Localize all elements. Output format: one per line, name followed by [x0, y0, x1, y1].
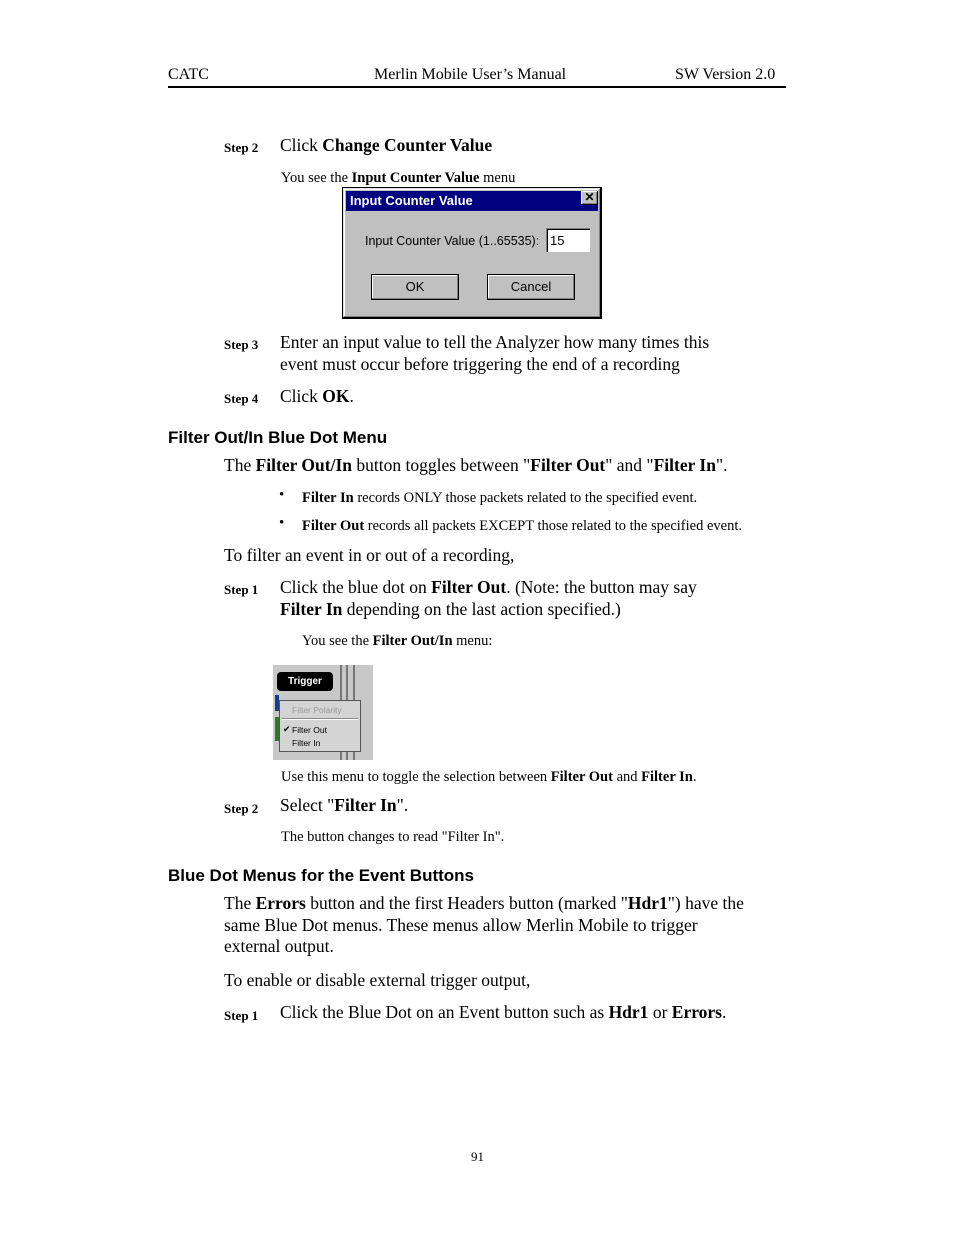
- section-paragraph: The Errors button and the first Headers button (marked "Hdr1") have the same Blue Dot menus. These menus allow Merlin Mobile to trigger external output.: [224, 893, 744, 956]
- ok-button[interactable]: OK: [371, 274, 459, 300]
- step-label: Step 1: [224, 1008, 259, 1023]
- checkmark-icon: ✔: [283, 724, 291, 734]
- trigger-button[interactable]: Trigger: [277, 672, 333, 691]
- menu-separator: [282, 718, 358, 720]
- see-filter-text: You see the Filter Out/In menu:: [302, 633, 493, 649]
- use-menu-text: Use this menu to toggle the selection between Filter Out and Filter In.: [281, 769, 697, 785]
- step-label: Step 1: [224, 582, 259, 597]
- paragraph: The button changes to read "Filter In".: [281, 829, 505, 845]
- step-label: Step 2: [224, 140, 259, 155]
- step-label: Step 3: [224, 337, 259, 352]
- counter-value-label: Input Counter Value (1..65535):: [365, 234, 540, 248]
- step-text: Click the blue dot on Filter Out. (Note: the button may say Filter In depending on the last action specified.): [280, 577, 697, 619]
- bullet-item: Filter Out records all packets EXCEPT those related to the specified event.: [302, 518, 742, 534]
- step-text: Click the Blue Dot on an Event button such as Hdr1 or Errors.: [280, 1002, 727, 1022]
- paragraph: To enable or disable external trigger output,: [224, 970, 531, 990]
- step-text: Click Change Counter Value: [280, 135, 493, 155]
- step-text: Enter an input value to tell the Analyzer how many times this event must occur before triggering the end of a recording: [280, 332, 710, 374]
- step-label: Step 2: [224, 801, 259, 816]
- menu-item-filter-out[interactable]: Filter Out: [292, 725, 327, 735]
- header-right: SW Version 2.0: [675, 66, 776, 83]
- header-rule: [168, 86, 786, 88]
- filter-popup-menu: [279, 700, 361, 752]
- section-intro: The Filter Out/In button toggles between "Filter Out" and "Filter In".: [224, 455, 728, 475]
- step-text: Select "Filter In".: [280, 795, 409, 815]
- bullet-icon: •: [279, 487, 285, 503]
- header-left: CATC: [168, 66, 209, 83]
- close-icon[interactable]: ✕: [581, 191, 598, 205]
- cancel-button[interactable]: Cancel: [487, 274, 575, 300]
- bullet-icon: •: [279, 515, 285, 531]
- menu-item-filter-in[interactable]: Filter In: [292, 738, 321, 748]
- filter-menu-screenshot: [273, 665, 373, 760]
- step-text: Click OK.: [280, 386, 354, 406]
- paragraph: To filter an event in or out of a recording,: [224, 545, 515, 565]
- see-menu-text: You see the Input Counter Value menu: [281, 170, 516, 186]
- counter-value-input[interactable]: [546, 228, 590, 252]
- section-heading: Blue Dot Menus for the Event Buttons: [168, 866, 474, 885]
- page-number: 91: [471, 1149, 484, 1164]
- section-heading: Filter Out/In Blue Dot Menu: [168, 428, 388, 447]
- step-label: Step 4: [224, 391, 259, 406]
- filter-polarity-item: Filter Polarity: [292, 705, 342, 715]
- header-center: Merlin Mobile User’s Manual: [374, 66, 567, 83]
- bullet-item: Filter In records ONLY those packets related to the specified event.: [302, 490, 698, 506]
- dialog-title: Input Counter Value: [346, 191, 598, 211]
- input-counter-dialog: [342, 187, 602, 319]
